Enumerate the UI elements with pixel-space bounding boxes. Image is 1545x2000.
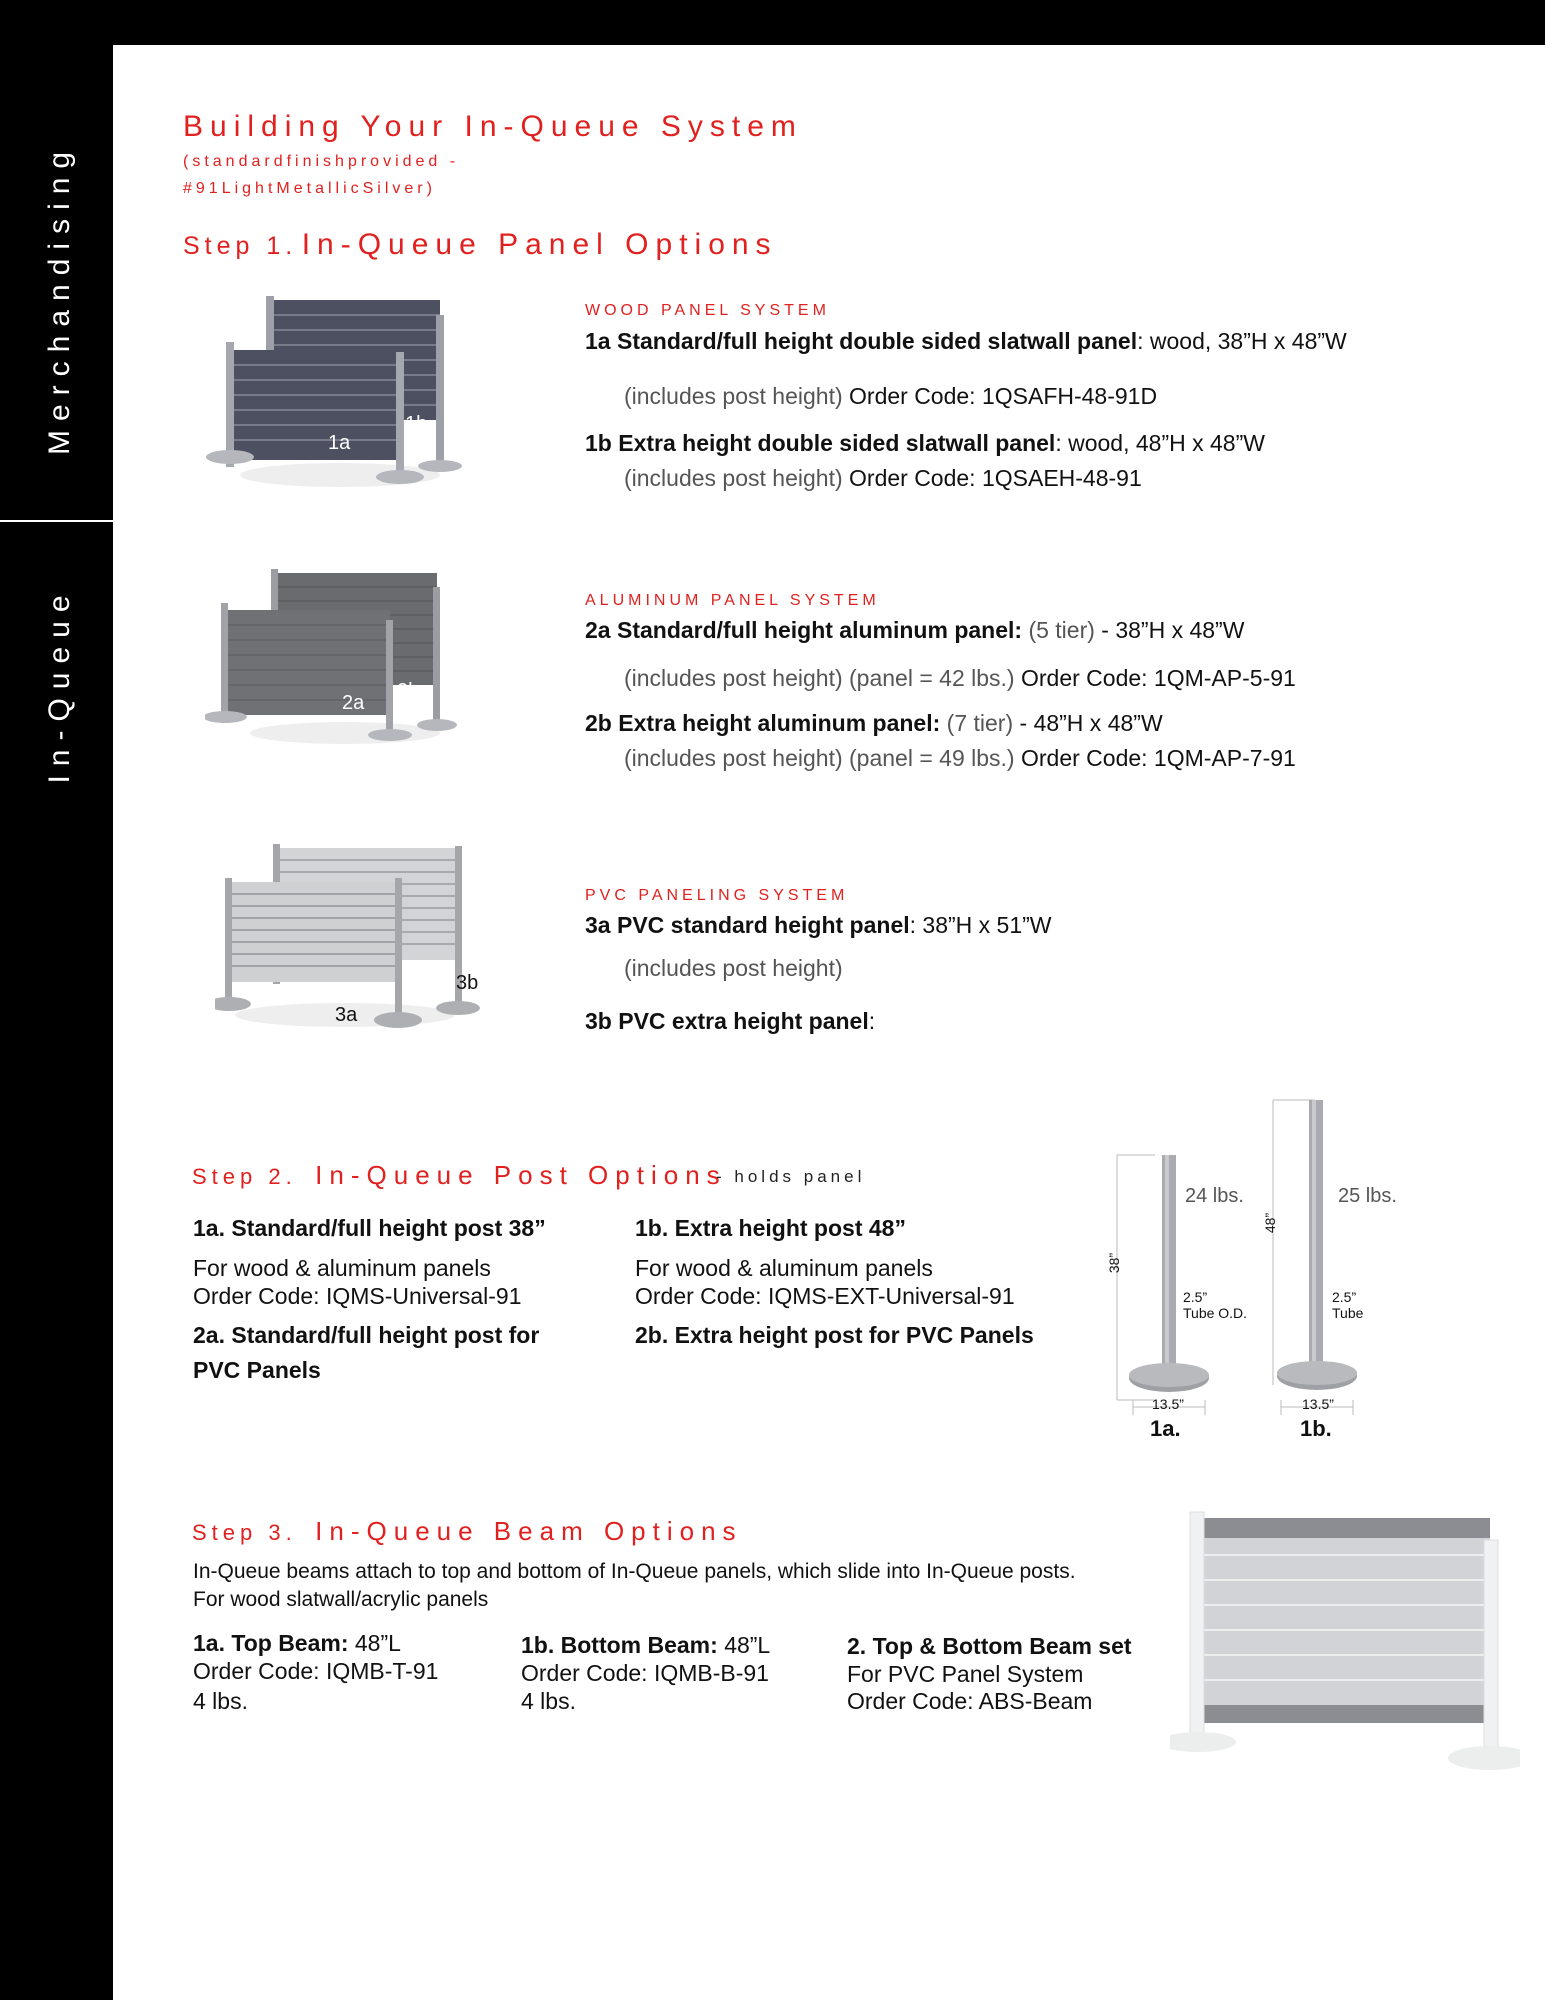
step2-heading — [192, 1160, 727, 1191]
top-bar — [0, 0, 1545, 45]
aluminum-2b-spec: - 48”H x 48”W — [1019, 710, 1163, 736]
aluminum-2a-code: Order Code: 1QM-AP-5-91 — [1020, 665, 1296, 691]
wood-1a-note: (includes post height) — [624, 383, 843, 409]
wood-1b-note: (includes post height) — [624, 465, 843, 491]
post-2a-title-line1: 2a. Standard/full height post for — [193, 1322, 540, 1348]
pvc-3a-note: (includes post height) — [624, 955, 843, 981]
step1-prefix: Step 1. — [183, 232, 298, 260]
wood-1a-spec: : wood, 38”H x 48”W — [1137, 328, 1347, 354]
step3-intro-line1: In-Queue beams attach to top and bottom of In-Queue panels, which slide into In-Queue posts. — [193, 1560, 1076, 1583]
step2-title: In-Queue Post Options — [315, 1160, 727, 1190]
post-b-weight: 25 lbs. — [1338, 1185, 1397, 1207]
post-a-weight: 24 lbs. — [1185, 1185, 1244, 1207]
step3-title: In-Queue Beam Options — [315, 1516, 743, 1546]
beam-1a-title-line — [193, 1630, 401, 1657]
aluminum-2a-order — [624, 665, 1296, 692]
post-b-height: 48” — [1262, 1212, 1279, 1234]
post-b-tube-label: Tube — [1332, 1305, 1364, 1321]
post-1a-code: Order Code: IQMS-Universal-91 — [193, 1283, 522, 1309]
beam-1b-weight: 4 lbs. — [521, 1688, 576, 1714]
aluminum-2a-line — [585, 617, 1244, 644]
post-1b-title: 1b. Extra height post 48” — [635, 1215, 906, 1241]
wood-1b-line — [585, 430, 1265, 457]
post-2a-title-line2: PVC Panels — [193, 1357, 321, 1383]
wood-system-label: WOOD PANEL SYSTEM — [585, 302, 830, 319]
aluminum-2a-note: (includes post height) (panel = 42 lbs.) — [624, 665, 1015, 691]
beam-1b-title-line — [521, 1632, 770, 1659]
aluminum-2a-spec: - 38”H x 48”W — [1101, 617, 1245, 643]
sidebar-label-merchandising: Merchandising — [43, 142, 76, 455]
wood-1b-spec: : wood, 48”H x 48”W — [1055, 430, 1265, 456]
page-title: Building Your In-Queue System — [183, 110, 803, 143]
wood-1b-order — [624, 465, 1142, 492]
step3-intro-line2: For wood slatwall/acrylic panels — [193, 1588, 489, 1611]
sidebar-divider — [0, 520, 113, 522]
wood-panel-image — [200, 290, 470, 495]
wood-image-label-1a: 1a — [328, 432, 351, 454]
aluminum-2b-tier: (7 tier) — [946, 710, 1014, 736]
aluminum-2b-name: 2b Extra height aluminum panel: — [585, 710, 941, 736]
beam-2-title: 2. Top & Bottom Beam set — [847, 1633, 1132, 1659]
post-2b-title: 2b. Extra height post for PVC Panels — [635, 1322, 1034, 1348]
pvc-3a-line — [585, 912, 1052, 939]
aluminum-system-label: ALUMINUM PANEL SYSTEM — [585, 592, 880, 609]
beam-panel-image — [1170, 1500, 1520, 1775]
wood-1b-code: Order Code: 1QSAEH-48-91 — [849, 465, 1142, 491]
wood-1a-line — [585, 328, 1347, 355]
beam-1b-spec: 48”L — [724, 1632, 771, 1658]
post-1a-title: 1a. Standard/full height post 38” — [193, 1215, 546, 1241]
pvc-image-label-3a: 3a — [335, 1004, 358, 1026]
aluminum-2b-note: (includes post height) (panel = 49 lbs.) — [624, 745, 1015, 771]
pvc-system-label: PVC PANELING SYSTEM — [585, 887, 849, 904]
aluminum-2b-line — [585, 710, 1163, 737]
beam-1a-title: 1a. Top Beam: — [193, 1630, 349, 1656]
aluminum-panel-image — [205, 565, 465, 750]
aluminum-2a-name: 2a Standard/full height aluminum panel: — [585, 617, 1023, 643]
step3-prefix: Step 3. — [192, 1520, 297, 1545]
aluminum-2a-tier: (5 tier) — [1028, 617, 1095, 643]
beam-1a-code: Order Code: IQMB-T-91 — [193, 1658, 439, 1684]
step2-prefix: Step 2. — [192, 1164, 297, 1189]
aluminum-2b-code: Order Code: 1QM-AP-7-91 — [1020, 745, 1296, 771]
wood-image-label-1b: 1b — [405, 413, 428, 435]
beam-1a-weight: 4 lbs. — [193, 1688, 248, 1714]
wood-1a-name: 1a Standard/full height double sided slatwall panel — [585, 328, 1138, 354]
post-1a-line1: For wood & aluminum panels — [193, 1255, 491, 1281]
pvc-image-label-3b: 3b — [456, 972, 479, 994]
post-a-height: 38” — [1106, 1252, 1123, 1274]
step1-title: In-Queue Panel Options — [301, 228, 778, 261]
page-subtitle-line1: (standardfinishprovided - — [183, 153, 460, 170]
wood-1a-code: Order Code: 1QSAFH-48-91D — [849, 383, 1158, 409]
wood-1a-order — [624, 383, 1157, 410]
post-1b-code: Order Code: IQMS-EXT-Universal-91 — [635, 1283, 1015, 1309]
step3-heading — [192, 1516, 743, 1547]
step2-suffix: - holds panel — [716, 1167, 866, 1186]
aluminum-2b-order — [624, 745, 1296, 772]
post-1b-line1: For wood & aluminum panels — [635, 1255, 933, 1281]
post-diagram — [1105, 1095, 1425, 1430]
pvc-3b-name: 3b PVC extra height panel — [585, 1008, 869, 1034]
post-a-tube-label: Tube O.D. — [1183, 1305, 1248, 1321]
beam-1b-code: Order Code: IQMB-B-91 — [521, 1660, 769, 1686]
aluminum-image-label-2a: 2a — [342, 692, 365, 714]
beam-2-line1: For PVC Panel System — [847, 1661, 1084, 1687]
beam-1b-title: 1b. Bottom Beam: — [521, 1632, 718, 1658]
post-b-base-width: 13.5” — [1302, 1396, 1334, 1412]
post-b-label: 1b. — [1300, 1416, 1332, 1441]
pvc-3b-line — [585, 1008, 875, 1035]
post-b-tube-size: 2.5” — [1332, 1289, 1357, 1305]
beam-1a-spec: 48”L — [354, 1630, 401, 1656]
page-subtitle-line2: #91LightMetallicSilver) — [183, 180, 436, 197]
sidebar-label-in-queue: In-Queue — [43, 586, 76, 784]
post-a-label: 1a. — [1150, 1416, 1181, 1441]
step1-heading — [183, 228, 778, 262]
wood-1b-name: 1b Extra height double sided slatwall panel — [585, 430, 1056, 456]
post-a-base-width: 13.5” — [1152, 1396, 1184, 1412]
post-a-tube-size: 2.5” — [1183, 1289, 1208, 1305]
pvc-3b-spec: : — [868, 1008, 876, 1034]
beam-2-code: Order Code: ABS-Beam — [847, 1688, 1093, 1714]
pvc-3a-name: 3a PVC standard height panel — [585, 912, 910, 938]
aluminum-image-label-2b: 2b — [397, 680, 420, 702]
pvc-3a-spec: : 38”H x 51”W — [909, 912, 1052, 938]
